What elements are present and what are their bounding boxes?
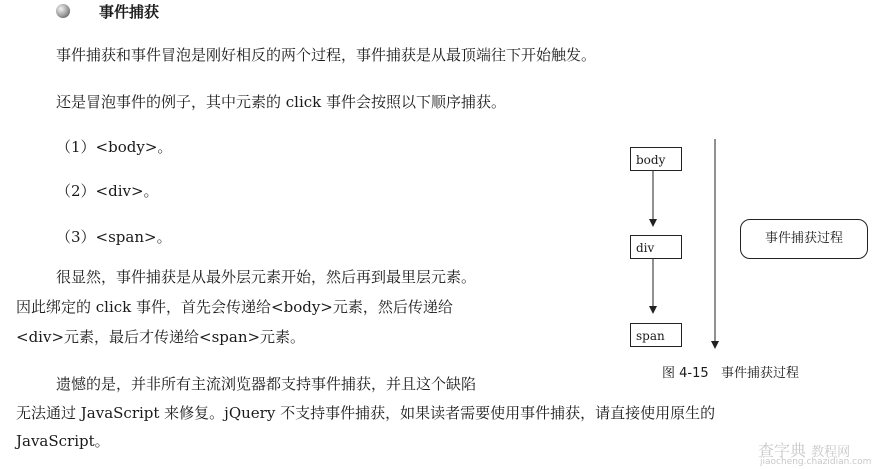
section-heading: 事件捕获 bbox=[99, 3, 160, 21]
paragraph-4-line-3: JavaScript。 bbox=[16, 432, 110, 450]
paragraph-1: 事件捕获和事件冒泡是刚好相反的两个过程，事件捕获是从最顶端往下开始触发。 bbox=[56, 46, 597, 64]
caption-text: 事件捕获过程 bbox=[721, 366, 800, 381]
watermark-url: jiaocheng.chazidian.com bbox=[760, 457, 872, 467]
node-div: div bbox=[630, 235, 682, 259]
node-body: body bbox=[630, 147, 682, 171]
paragraph-4-line-1: 遗憾的是，并非所有主流浏览器都支持事件捕获，并且这个缺陷 bbox=[56, 375, 477, 393]
caption-number: 图 4-15 bbox=[662, 366, 709, 381]
process-label-box: 事件捕获过程 bbox=[740, 219, 868, 259]
bullet-icon bbox=[56, 4, 70, 18]
figure-caption bbox=[662, 362, 799, 381]
paragraph-3-line-1: 很显然，事件捕获是从最外层元素开始，然后再到最里层元素。 bbox=[56, 268, 477, 286]
list-item: （1）<body>。 bbox=[56, 138, 173, 156]
watermark-sub: 教程网 bbox=[811, 445, 851, 460]
paragraph-3-line-2: 因此绑定的 click 事件，首先会传递给<body>元素，然后传递给 bbox=[16, 298, 453, 316]
watermark-main: 查字典 bbox=[758, 441, 807, 460]
figure-4-15 bbox=[620, 135, 890, 385]
paragraph-2: 还是冒泡事件的例子，其中元素的 click 事件会按照以下顺序捕获。 bbox=[56, 93, 507, 111]
list-item: （3）<span>。 bbox=[56, 228, 172, 246]
paragraph-3-line-3: <div>元素，最后才传递给<span>元素。 bbox=[16, 328, 306, 346]
paragraph-4-line-2: 无法通过 JavaScript 来修复。jQuery 不支持事件捕获，如果读者需要使用事件捕获，请直接使用原生的 bbox=[16, 404, 716, 422]
node-span: span bbox=[630, 323, 682, 347]
list-item: （2）<div>。 bbox=[56, 182, 159, 200]
